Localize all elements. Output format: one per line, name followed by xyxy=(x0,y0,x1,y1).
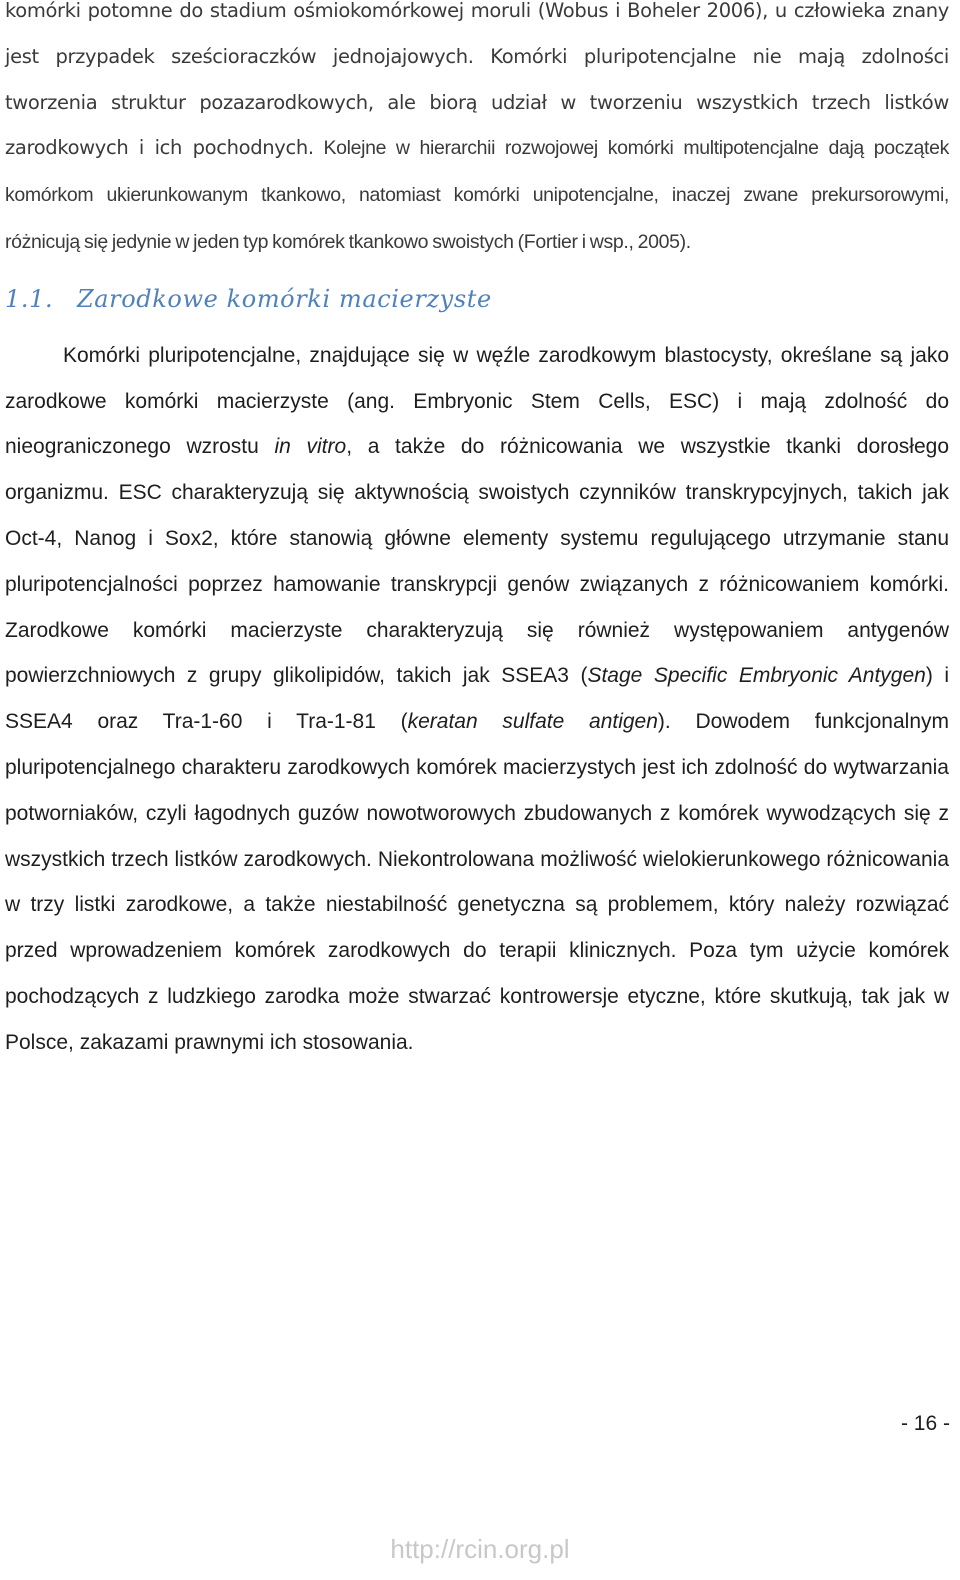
paragraph-esc-italic-keratan: keratan sulfate antigen xyxy=(407,710,658,734)
section-heading xyxy=(5,277,949,321)
paragraph-esc-italic-in-vitro: in vitro xyxy=(274,435,347,459)
paragraph-esc-text-1: Komórki pluripotencjalne, znajdujące się w węźle zarodkowym blastocysty, określane są jako zarodkowe komórki macierzyste (ang. Embryonic Stem Cells, ESC) i mają zdolność do nieograniczonego wzrostu xyxy=(5,343,949,459)
document-page xyxy=(5,0,949,1066)
page-number: - 16 - xyxy=(900,1412,950,1435)
source-watermark: http://rcin.org.pl xyxy=(390,1534,570,1564)
section-title: Zarodkowe komórki macierzyste xyxy=(77,284,492,313)
paragraph-intro xyxy=(5,0,949,266)
paragraph-intro-part2: Kolejne w hierarchii rozwojowej komórki multipotencjalne dają początek komórkom ukierunkowanym tkankowo, natomiast komórki unipotencjalne, inaczej zwane prekursorowymi, różnicują się jedynie w jeden typ komórek tkankowo swoistych (Fortier i wsp., 2005). xyxy=(5,137,949,253)
section-number: 1.1. xyxy=(5,284,54,313)
paragraph-esc xyxy=(5,333,949,1066)
paragraph-esc-text-3: ) i SSEA4 oraz Tra-1-60 i Tra-1-81 ( xyxy=(5,664,950,734)
paragraph-intro-part1: komórki potomne do stadium ośmiokomórkowej moruli (Wobus i Boheler 2006), u człowieka znany jest przypadek sześcioraczków jednojajowych. Komórki pluripotencjalne nie mają zdolności tworzenia struktur pozazarodkowych, ale biorą udział w tworzeniu wszystkich trzech listków zarodkowych i ich pochodnych. xyxy=(5,0,949,160)
paragraph-esc-text-4: ). Dowodem funkcjonalnym pluripotencjalnego charakteru zarodkowych komórek macierzystych jest ich zdolność do wytwarzania potworniaków, czyli łagodnych guzów nowotworowych zbudowanych z komórek wywodzących się z wszystkich trzech listków zarodkowych. Niekontrolowana możliwość wielokierunkowego różnicowania w trzy listki zarodkowe, a także niestabilność genetyczna są problemem, który należy rozwiązać przed wprowadzeniem komórek zarodkowych do terapii klinicznych. Poza tym użycie komórek pochodzących z ludzkiego zarodka może stwarzać kontrowersje etyczne, które skutkują, tak jak w Polsce, zakazami prawnymi ich stosowania. xyxy=(5,710,949,1054)
paragraph-esc-italic-stage-specific: Stage Specific Embryonic Antygen xyxy=(587,664,926,688)
paragraph-esc-text-2: , a także do różnicowania we wszystkie tkanki dorosłego organizmu. ESC charakteryzują się aktywnością swoistych czynników transkrypcyjnych, takich jak Oct-4, Nanog i Sox2, które stanowią główne elementy systemu regulującego utrzymanie stanu pluripotencjalności poprzez hamowanie transkrypcji genów związanych z różnicowaniem komórki. Zarodkowe komórki macierzyste charakteryzują się również występowaniem antygenów powierzchniowych z grupy glikolipidów, takich jak SSEA3 ( xyxy=(5,435,949,688)
